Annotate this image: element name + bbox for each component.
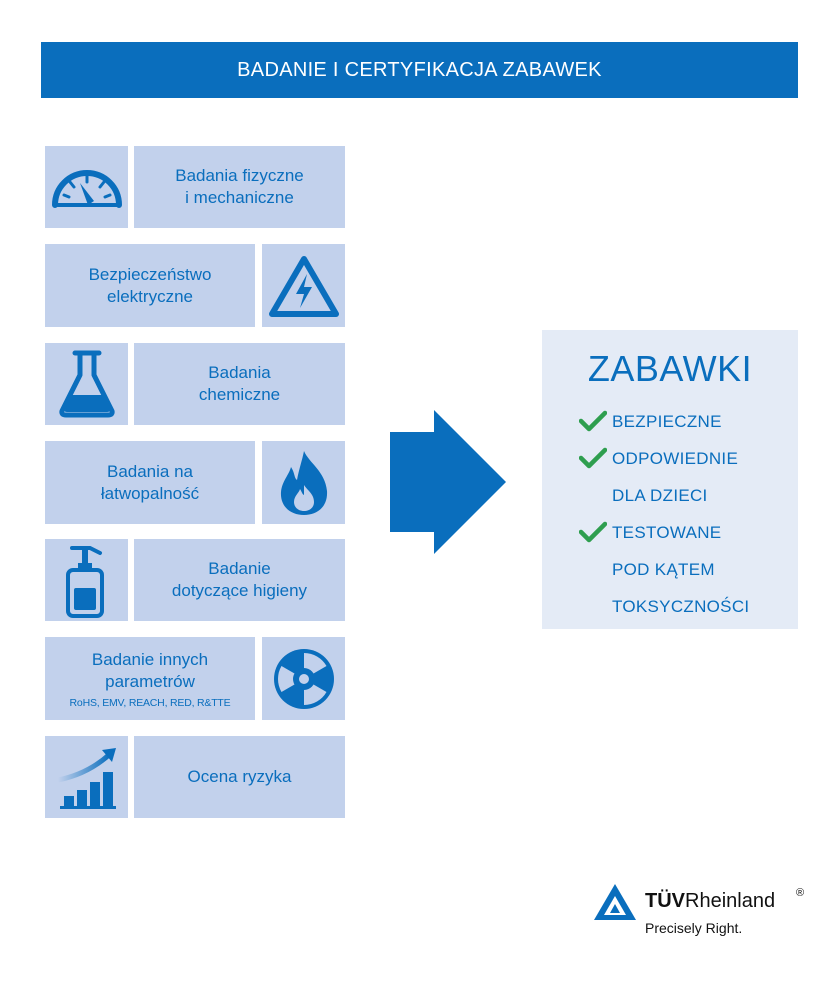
high-voltage-icon-tile — [262, 244, 345, 327]
result-line: TESTOWANE — [612, 523, 722, 542]
gauge-icon-tile — [45, 146, 128, 228]
right-arrow-icon — [390, 410, 508, 554]
test-chemical — [134, 343, 345, 425]
test-label-line2: parametrów — [105, 671, 195, 691]
test-label-line1: Badanie innych — [91, 649, 209, 669]
gauge-icon — [50, 165, 124, 209]
standards-list: RoHS, EMV, REACH, RED, R&TTE — [69, 696, 231, 709]
result-line: TOKSYCZNOŚCI — [612, 597, 750, 616]
test-label-line1: Badania fizyczne — [175, 166, 304, 185]
flame-icon — [277, 449, 331, 517]
checkmark-icon — [579, 447, 607, 469]
flask-icon-tile — [45, 343, 128, 425]
test-label-line2: i mechaniczne — [185, 188, 294, 207]
test-flammability — [45, 441, 255, 524]
test-other-parameters — [45, 637, 255, 720]
rising-bar-chart-icon — [54, 744, 120, 810]
test-label-line1: Badanie — [208, 559, 271, 578]
test-electrical-safety — [45, 244, 255, 327]
page-title: BADANIE I CERTYFIKACJA ZABAWEK — [41, 42, 798, 98]
result-line: BEZPIECZNE — [612, 412, 722, 431]
test-physical-mechanical — [134, 146, 345, 228]
soap-dispenser-icon-tile — [45, 539, 128, 621]
test-hygiene — [134, 539, 345, 621]
registered-mark: ® — [796, 887, 805, 899]
brand-name: TÜVRheinland — [645, 890, 776, 912]
test-label-line2: chemiczne — [198, 385, 281, 404]
result-line: DLA DZIECI — [612, 486, 708, 505]
test-risk-assessment — [134, 736, 345, 818]
checkmark-icon — [579, 521, 607, 543]
test-label-line1: Ocena ryzyka — [187, 767, 292, 786]
result-title: ZABAWKI — [587, 348, 753, 389]
checkmark-icon — [579, 410, 607, 432]
test-label-line1: Bezpieczeństwo — [88, 264, 212, 284]
tuv-rheinland-logo — [592, 882, 822, 942]
test-label-line2: elektryczne — [107, 286, 193, 306]
brand-slogan: Precisely Right. — [645, 920, 743, 936]
tuv-triangle-logo-icon — [592, 882, 638, 922]
rising-bar-chart-icon-tile — [45, 736, 128, 818]
radiation-icon — [273, 648, 335, 710]
test-label-line1: Badania — [208, 363, 271, 382]
flame-icon-tile — [262, 441, 345, 524]
soap-dispenser-icon — [62, 541, 112, 619]
flask-icon — [57, 349, 117, 419]
test-label-line1: Badania na — [106, 461, 194, 481]
result-line: ODPOWIEDNIE — [612, 449, 739, 468]
radiation-icon-tile — [262, 637, 345, 720]
result-line: POD KĄTEM — [612, 560, 715, 579]
result-panel — [542, 330, 798, 629]
test-label-line2: dotyczące higieny — [171, 581, 308, 600]
high-voltage-warning-icon — [268, 254, 340, 318]
test-label-line2: łatwopalność — [100, 483, 200, 503]
